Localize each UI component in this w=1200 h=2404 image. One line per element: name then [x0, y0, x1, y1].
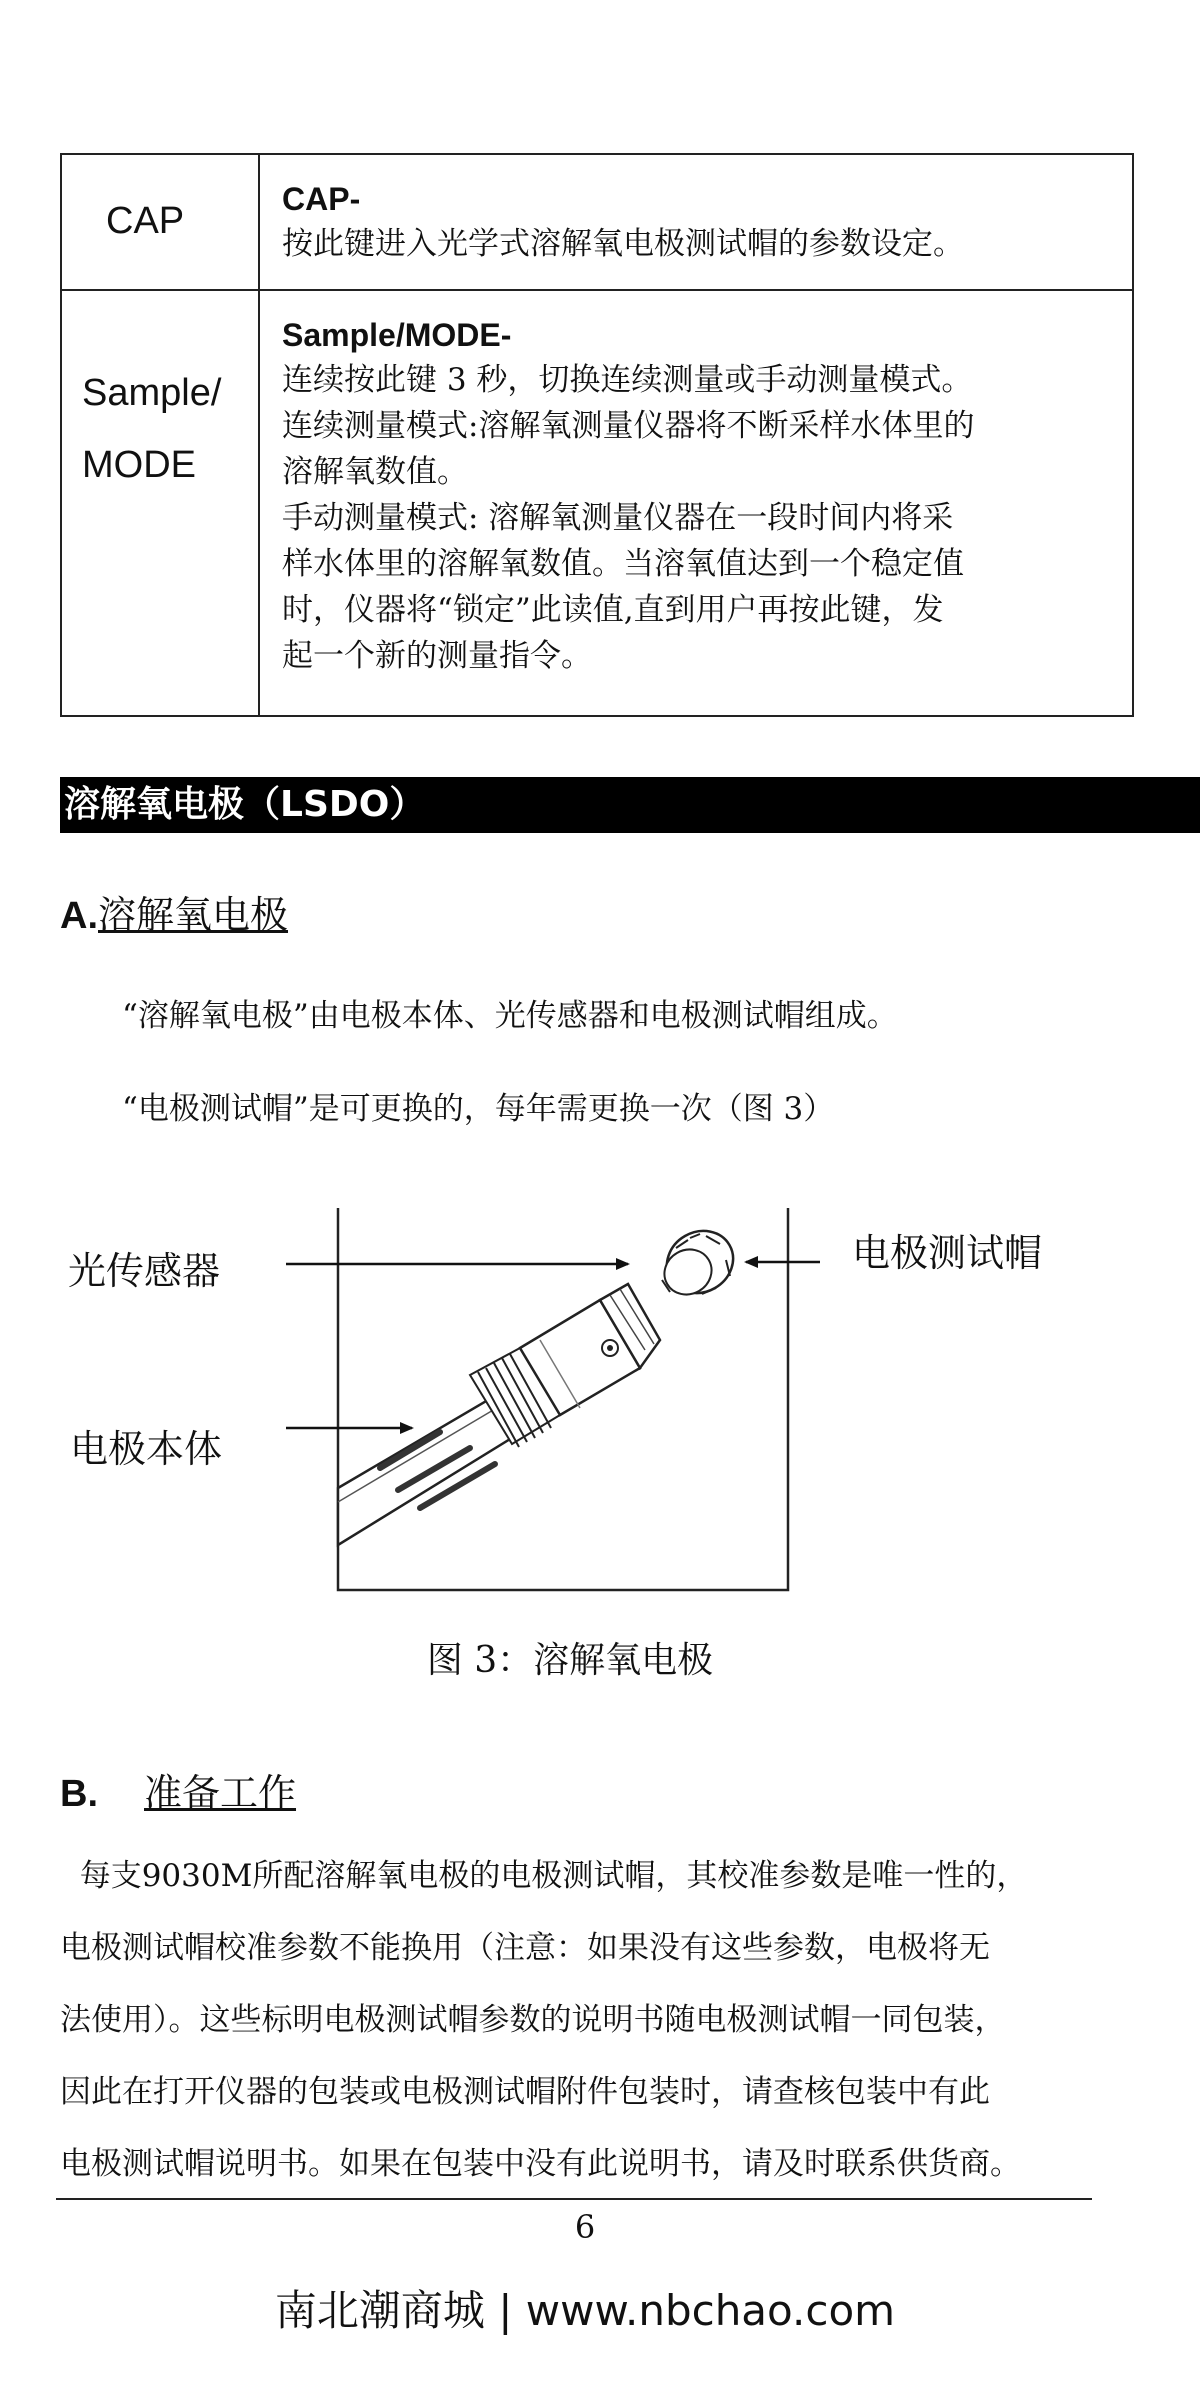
- part-b-line: 因此在打开仪器的包装或电极测试帽附件包装时，请查核包装中有此: [60, 2074, 990, 2110]
- part-b-line: 电极测试帽说明书。如果在包装中没有此说明书，请及时联系供货商。: [60, 2146, 1021, 2182]
- key-name-cell: [61, 290, 259, 716]
- part-b-line: 每支9030M所配溶解氧电极的电极测试帽，其校准参数是唯一性的，: [60, 1858, 1028, 1894]
- label-electrode-body: 电极本体: [70, 1427, 223, 1471]
- footer-divider: [56, 2198, 1092, 2200]
- part-b-line: 电极测试帽校准参数不能换用（注意：如果没有这些参数，电极将无: [60, 1930, 990, 1966]
- key-description-title: CAP-: [282, 181, 361, 217]
- key-description-line: 样水体里的溶解氧数值。当溶氧值达到一个稳定值: [282, 546, 964, 582]
- part-a-heading: [60, 884, 288, 939]
- key-name-cell: [61, 154, 259, 290]
- key-name-line: MODE: [82, 444, 196, 486]
- key-description-line: 手动测量模式: 溶解氧测量仪器在一段时间内将采: [282, 500, 954, 536]
- key-name: CAP: [106, 200, 185, 242]
- part-b-heading: [60, 1762, 296, 1817]
- watermark-text: 南北潮商城 | www.nbchao.com: [274, 2286, 896, 2335]
- part-b-body: [60, 1840, 1140, 2200]
- key-description-line: 按此键进入光学式溶解氧电极测试帽的参数设定。: [282, 226, 964, 262]
- key-description-line: 时，仪器将“锁定”此读值,直到用户再按此键，发: [282, 592, 944, 628]
- key-description-line: 起一个新的测量指令。: [282, 638, 592, 674]
- part-a-paragraph-1: “溶解氧电极”由电极本体、光传感器和电极测试帽组成。: [122, 998, 898, 1034]
- key-description-table: [60, 153, 1134, 717]
- part-b-line: 法使用）。这些标明电极测试帽参数的说明书随电极测试帽一同包装，: [60, 2002, 1006, 2038]
- key-description-cell: [259, 154, 1133, 290]
- figure-caption: 图 3：溶解氧电极: [426, 1640, 714, 1681]
- label-electrode-cap: 电极测试帽: [852, 1231, 1043, 1275]
- electrode-figure: [0, 1200, 1200, 1620]
- key-description-cell: [259, 290, 1133, 716]
- key-description-line: 连续测量模式:溶解氧测量仪器将不断采样水体里的: [282, 408, 975, 444]
- key-name-line: Sample/: [82, 372, 222, 414]
- key-description-title: Sample/MODE-: [282, 317, 512, 353]
- table-row-cap: [61, 154, 1133, 290]
- part-b-title: 准备工作: [144, 1771, 297, 1815]
- part-b-label: B.: [60, 1773, 98, 1815]
- label-optical-sensor: 光传感器: [68, 1249, 221, 1293]
- page-number: 6: [574, 2208, 596, 2246]
- key-description-line: 连续按此键 3 秒，切换连续测量或手动测量模式。: [282, 362, 973, 398]
- table-row-sample-mode: [61, 290, 1133, 716]
- electrode-cap-drawing: [656, 1219, 745, 1305]
- part-a-title: 溶解氧电极: [98, 893, 289, 937]
- electrode-body-drawing: [338, 1284, 660, 1545]
- key-description-line: 溶解氧数值。: [282, 454, 468, 490]
- section-title-bar: 溶解氧电极（LSDO）: [60, 777, 1200, 833]
- part-a-paragraph-2: “电极测试帽”是可更换的，每年需更换一次（图 3）: [122, 1091, 835, 1127]
- part-a-label: A.: [60, 895, 98, 937]
